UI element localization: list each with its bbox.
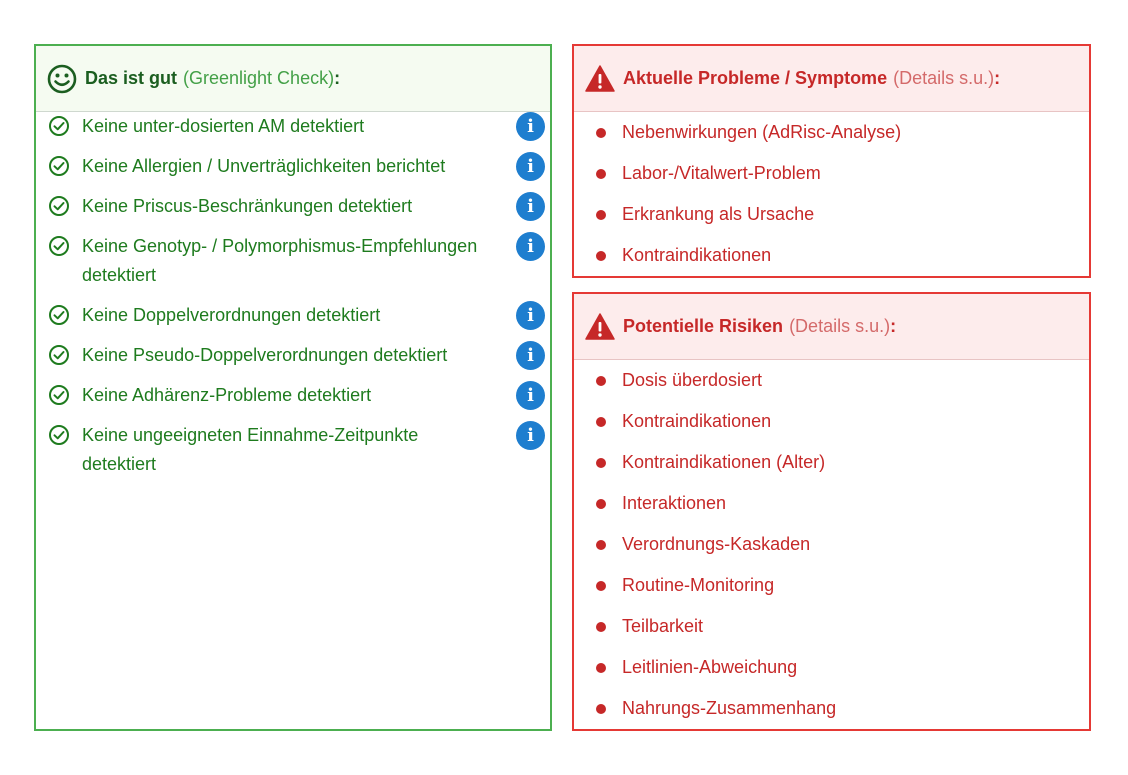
warning-triangle-icon (584, 63, 616, 95)
bullet-dot-icon (596, 581, 606, 591)
bullet-dot-icon (596, 622, 606, 632)
risks-item-label: Teilbarkeit (622, 616, 704, 636)
bullet-dot-icon (596, 251, 606, 261)
problems-title: Aktuelle Probleme / Symptome (623, 68, 888, 88)
problems-subtitle: (Details s.u.) (893, 68, 995, 88)
info-icon[interactable]: i (516, 192, 545, 221)
risks-colon: : (890, 316, 897, 336)
check-circle-icon (48, 235, 70, 257)
check-circle-icon (48, 344, 70, 366)
greenlight-item (36, 112, 550, 141)
risks-item[interactable] (574, 524, 1089, 565)
greenlight-item-label: Keine Genotyp- / Polymorphismus-Empfehlungen detektiert (82, 236, 478, 285)
greenlight-item (36, 192, 550, 221)
risks-item[interactable] (574, 647, 1089, 688)
risks-item-label: Routine-Monitoring (622, 575, 775, 595)
bullet-dot-icon (596, 128, 606, 138)
risks-title: Potentielle Risiken (623, 316, 784, 336)
bullet-dot-icon (596, 499, 606, 509)
check-circle-icon (48, 384, 70, 406)
risks-item-label: Kontraindikationen (Alter) (622, 452, 826, 472)
greenlight-item (36, 232, 550, 290)
problems-item-label: Labor-/Vitalwert-Problem (622, 163, 821, 183)
info-icon[interactable]: i (516, 232, 545, 261)
greenlight-colon: : (334, 68, 341, 88)
smiley-icon (46, 63, 78, 95)
bullet-dot-icon (596, 376, 606, 386)
risks-item[interactable] (574, 483, 1089, 524)
bullet-dot-icon (596, 210, 606, 220)
bullet-dot-icon (596, 169, 606, 179)
risks-item[interactable] (574, 688, 1089, 729)
greenlight-item-label: Keine Priscus-Beschränkungen detektiert (82, 196, 413, 216)
greenlight-item-label: Keine Adhärenz-Probleme detektiert (82, 385, 372, 405)
greenlight-item-label: Keine Allergien / Unverträglichkeiten berichtet (82, 156, 446, 176)
warning-triangle-icon (584, 311, 616, 343)
info-icon[interactable]: i (516, 152, 545, 181)
problems-item-label: Nebenwirkungen (AdRisc-Analyse) (622, 122, 902, 142)
problems-item[interactable] (574, 112, 1089, 153)
risks-item-label: Leitlinien-Abweichung (622, 657, 798, 677)
greenlight-subtitle: (Greenlight Check) (183, 68, 335, 88)
bullet-dot-icon (596, 540, 606, 550)
greenlight-item (36, 152, 550, 181)
info-icon[interactable]: i (516, 112, 545, 141)
greenlight-item-label: Keine unter-dosierten AM detektiert (82, 116, 365, 136)
risks-list (574, 360, 1089, 729)
problems-item[interactable] (574, 153, 1089, 194)
risks-subtitle: (Details s.u.) (789, 316, 891, 336)
risks-header (574, 294, 1089, 360)
risks-item-label: Verordnungs-Kaskaden (622, 534, 811, 554)
problems-panel (572, 44, 1091, 278)
problems-colon: : (994, 68, 1001, 88)
check-circle-icon (48, 155, 70, 177)
risks-item[interactable] (574, 360, 1089, 401)
info-icon[interactable]: i (516, 381, 545, 410)
check-circle-icon (48, 115, 70, 137)
bullet-dot-icon (596, 663, 606, 673)
problems-item[interactable] (574, 194, 1089, 235)
risks-item[interactable] (574, 606, 1089, 647)
problems-item-label: Erkrankung als Ursache (622, 204, 815, 224)
info-icon[interactable]: i (516, 341, 545, 370)
greenlight-item (36, 301, 550, 330)
greenlight-item-label: Keine Pseudo-Doppelverordnungen detektiert (82, 345, 448, 365)
problems-item[interactable] (574, 235, 1089, 276)
risks-item[interactable] (574, 401, 1089, 442)
bullet-dot-icon (596, 704, 606, 714)
risks-item-label: Nahrungs-Zusammenhang (622, 698, 837, 718)
problems-item-label: Kontraindikationen (622, 245, 772, 265)
greenlight-list (36, 112, 550, 479)
info-icon[interactable]: i (516, 301, 545, 330)
bullet-dot-icon (596, 458, 606, 468)
greenlight-item-label: Keine Doppelverordnungen detektiert (82, 305, 381, 325)
info-icon[interactable]: i (516, 421, 545, 450)
greenlight-item (36, 381, 550, 410)
bullet-dot-icon (596, 417, 606, 427)
risks-item-label: Kontraindikationen (622, 411, 772, 431)
check-circle-icon (48, 304, 70, 326)
risks-item-label: Dosis überdosiert (622, 370, 763, 390)
problems-header (574, 46, 1089, 112)
greenlight-panel (34, 44, 552, 731)
greenlight-item-label: Keine ungeeigneten Einnahme-Zeitpunkte detektiert (82, 425, 419, 474)
risks-panel (572, 292, 1091, 731)
greenlight-title: Das ist gut (85, 68, 178, 88)
greenlight-header (36, 46, 550, 112)
check-circle-icon (48, 195, 70, 217)
check-circle-icon (48, 424, 70, 446)
risks-item-label: Interaktionen (622, 493, 727, 513)
greenlight-item (36, 341, 550, 370)
problems-list (574, 112, 1089, 276)
risks-item[interactable] (574, 442, 1089, 483)
greenlight-item (36, 421, 550, 479)
risks-item[interactable] (574, 565, 1089, 606)
